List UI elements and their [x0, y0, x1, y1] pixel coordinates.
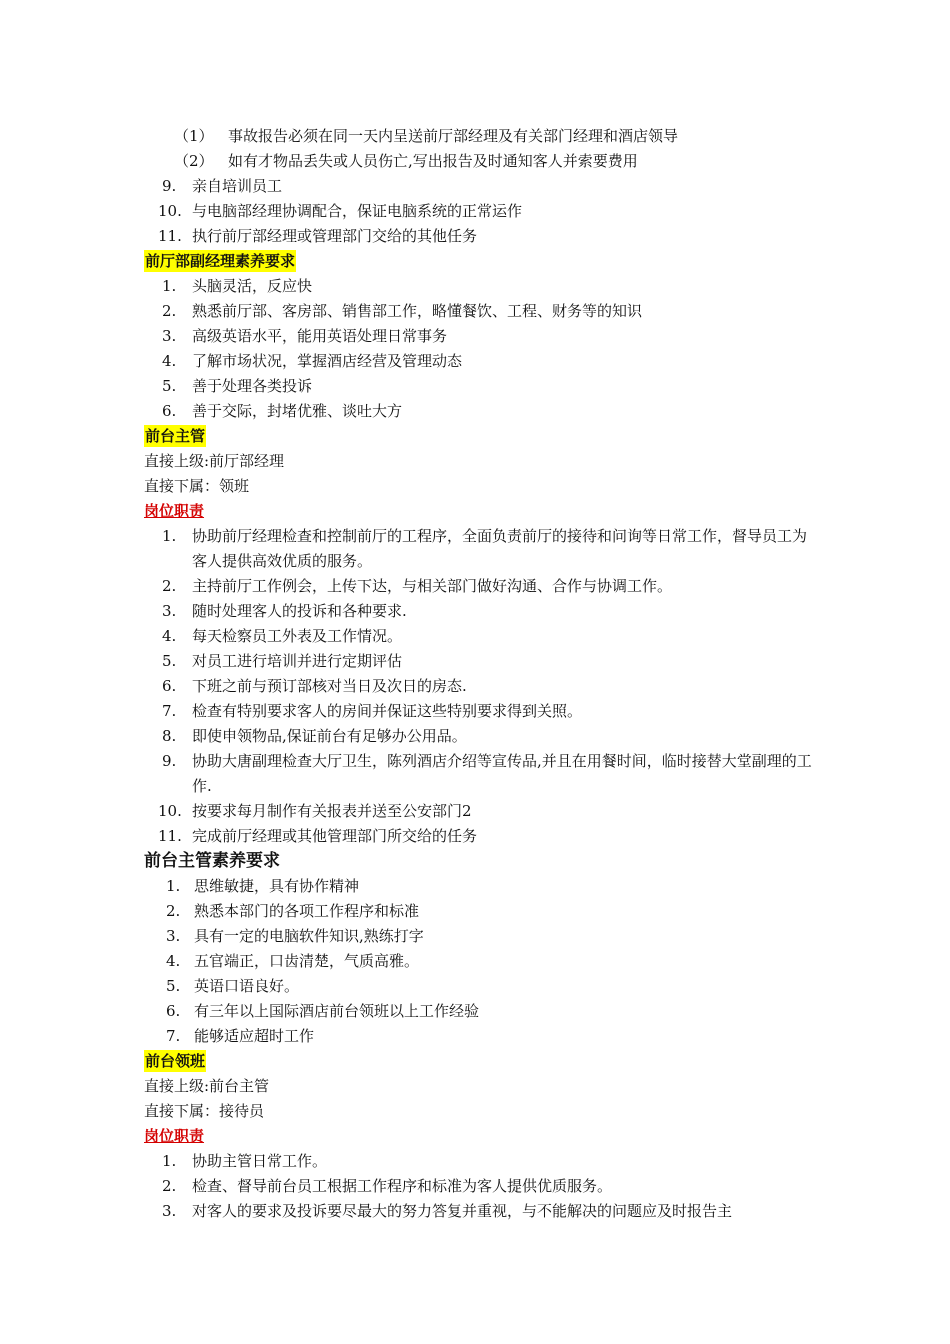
list-text: 即使申领物品,保证前台有足够办公用品。 [192, 727, 467, 745]
list-item [144, 174, 814, 199]
subordinate-line: 直接下属：接待员 [144, 1102, 265, 1120]
list-item [144, 924, 814, 949]
list-item [144, 949, 814, 974]
list-number: 7. [166, 1027, 181, 1045]
sub-item-text: 如有才物品丢失或人员伤亡,写出报告及时通知客人并索要费用 [228, 152, 638, 170]
list-number: 8. [162, 727, 177, 745]
list-number: 6. [162, 402, 177, 420]
list-item [144, 224, 814, 249]
sub-item-number: （2） [174, 152, 214, 170]
superior-line: 直接上级:前台主管 [144, 1077, 270, 1095]
list-item [144, 574, 814, 599]
list-item [144, 599, 814, 624]
list-number: 5. [162, 377, 177, 395]
section-title: 前台主管素养要求 [144, 851, 280, 871]
list-item [144, 524, 814, 574]
list-item [144, 624, 814, 649]
list-item [144, 699, 814, 724]
list-text: 主持前厅工作例会，上传下达，与相关部门做好沟通、合作与协调工作。 [192, 577, 673, 595]
list-number: 3. [162, 327, 177, 345]
list-text: 具有一定的电脑软件知识,熟练打字 [194, 927, 424, 945]
duty-heading [144, 1124, 814, 1149]
list-text: 对员工进行培训并进行定期评估 [192, 652, 403, 670]
list-item [144, 1024, 814, 1049]
list-number: 7. [162, 702, 177, 720]
list-item [144, 799, 814, 824]
list-number: 5. [162, 652, 177, 670]
list-text: 五官端正，口齿清楚，气质高雅。 [194, 952, 420, 970]
list-text: 随时处理客人的投诉和各种要求. [192, 602, 407, 620]
list-item [144, 274, 814, 299]
list-text: 按要求每月制作有关报表并送至公安部门2 [192, 802, 472, 820]
list-number: 2. [162, 302, 177, 320]
list-number: 2. [162, 577, 177, 595]
list-item [144, 724, 814, 749]
list-number: 11. [158, 227, 182, 245]
list-item [144, 1149, 814, 1174]
section-heading [144, 1049, 814, 1074]
list-item [144, 649, 814, 674]
list-number: 3. [162, 602, 177, 620]
list-number: 4. [162, 627, 177, 645]
list-text: 有三年以上国际酒店前台领班以上工作经验 [194, 1002, 480, 1020]
list-number: 9. [162, 752, 177, 770]
sub-item-number: （1） [174, 127, 214, 145]
list-number: 6. [162, 677, 177, 695]
list-text: 了解市场状况，掌握酒店经营及管理动态 [192, 352, 463, 370]
list-item [144, 974, 814, 999]
list-item [144, 199, 814, 224]
list-text: 高级英语水平，能用英语处理日常事务 [192, 327, 448, 345]
list-item [144, 999, 814, 1024]
list-text: 思维敏捷，具有协作精神 [194, 877, 360, 895]
superior-line: 直接上级:前厅部经理 [144, 452, 285, 470]
list-number: 2. [166, 902, 181, 920]
list-item [144, 899, 814, 924]
list-text: 检查、督导前台员工根据工作程序和标准为客人提供优质服务。 [192, 1177, 613, 1195]
list-number: 4. [162, 352, 177, 370]
list-text: 协助主管日常工作。 [192, 1152, 328, 1170]
list-text: 与电脑部经理协调配合，保证电脑系统的正常运作 [192, 202, 523, 220]
list-text: 头脑灵活，反应快 [192, 277, 313, 295]
list-text: 善于交际，封堵优雅、谈吐大方 [192, 402, 403, 420]
list-item [144, 324, 814, 349]
list-item [144, 674, 814, 699]
list-item [144, 824, 814, 849]
list-text: 完成前厅经理或其他管理部门所交给的任务 [192, 827, 478, 845]
list-number: 9. [162, 177, 177, 195]
sub-item-text: 事故报告必须在同一天内呈送前厅部经理及有关部门经理和酒店领导 [228, 127, 679, 145]
duty-heading [144, 499, 814, 524]
list-item [144, 299, 814, 324]
list-text: 熟悉本部门的各项工作程序和标准 [194, 902, 420, 920]
list-text: 检查有特别要求客人的房间并保证这些特别要求得到关照。 [192, 702, 583, 720]
section-title: 前台主管 [145, 427, 206, 445]
list-item [144, 399, 814, 424]
section-title: 前厅部副经理素养要求 [145, 252, 296, 270]
list-text: 善于处理各类投诉 [192, 377, 313, 395]
sub-item-1 [144, 124, 814, 149]
list-text: 能够适应超时工作 [194, 1027, 315, 1045]
list-item [144, 1199, 814, 1224]
list-text: 英语口语良好。 [194, 977, 300, 995]
list-number: 5. [166, 977, 181, 995]
list-item [144, 874, 814, 899]
list-number: 4. [166, 952, 181, 970]
list-text: 执行前厅部经理或管理部门交给的其他任务 [192, 227, 478, 245]
list-number: 1. [166, 877, 181, 895]
list-number: 11. [158, 827, 182, 845]
list-number: 10. [158, 202, 182, 220]
list-number: 3. [162, 1202, 177, 1220]
list-number: 1. [162, 277, 177, 295]
list-number: 6. [166, 1002, 181, 1020]
list-text: 下班之前与预订部核对当日及次日的房态. [192, 677, 467, 695]
document-body [144, 124, 814, 1224]
list-item [144, 349, 814, 374]
list-item [144, 749, 814, 799]
list-number: 1. [162, 1152, 177, 1170]
list-text: 对客人的要求及投诉要尽最大的努力答复并重视，与不能解决的问题应及时报告主 [192, 1202, 733, 1220]
list-number: 1. [162, 527, 177, 545]
section-heading [144, 849, 814, 874]
sub-item-2 [144, 149, 814, 174]
list-text: 亲自培训员工 [192, 177, 283, 195]
duty-title: 岗位职责 [144, 502, 205, 520]
subordinate-line: 直接下属：领班 [144, 477, 250, 495]
list-number: 2. [162, 1177, 177, 1195]
list-number: 3. [166, 927, 181, 945]
list-item [144, 374, 814, 399]
list-number: 10. [158, 802, 182, 820]
section-heading [144, 249, 814, 274]
list-text: 协助大唐副理检查大厅卫生，陈列酒店介绍等宣传品,并且在用餐时间，临时接替大堂副理的工作. [192, 752, 812, 795]
list-text: 熟悉前厅部、客房部、销售部工作，略懂餐饮、工程、财务等的知识 [192, 302, 643, 320]
list-text: 协助前厅经理检查和控制前厅的工程序，全面负责前厅的接待和问询等日常工作，督导员工为客人提供高效优质的服务。 [192, 527, 808, 570]
list-item [144, 1174, 814, 1199]
list-text: 每天检察员工外表及工作情况。 [192, 627, 403, 645]
section-title: 前台领班 [145, 1052, 206, 1070]
duty-title: 岗位职责 [144, 1127, 205, 1145]
section-heading [144, 424, 814, 449]
